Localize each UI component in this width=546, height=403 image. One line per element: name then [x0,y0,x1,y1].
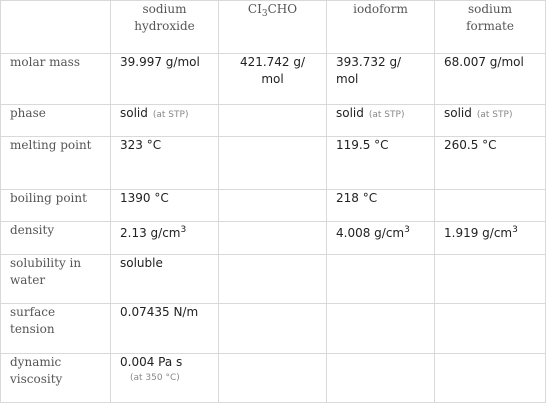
density-exponent: 3 [180,225,187,235]
molar-mass-sodium-formate: 68.007 g/mol [435,54,546,105]
surface-tension-iodoform [327,304,435,354]
density-exponent: 3 [512,225,518,235]
row-label-density: density [1,222,111,255]
table-row-melting-point [1,137,546,190]
row-label-surface-tension: surface tension [1,304,111,354]
molar-mass-chloral: 421.742 g/ mol [219,54,327,105]
density-sodium-hydroxide [111,222,219,255]
density-value: 2.13 g/cm [120,226,181,240]
density-chloral [219,222,327,255]
row-label-solubility: solubility in water [1,255,111,304]
boiling-point-sodium-hydroxide: 1390 °C [111,190,219,222]
row-label-melting-point: melting point [1,137,111,190]
header-row [1,1,546,54]
corner-cell [1,1,111,54]
molar-mass-iodoform: 393.732 g/ mol [327,54,435,105]
solubility-iodoform [327,255,435,304]
density-value: 4.008 g/cm [336,226,405,240]
boiling-point-sodium-formate [435,190,546,222]
phase-note: (at STP) [152,110,189,120]
table-row-solubility [1,255,546,304]
phase-note: (at STP) [368,110,405,120]
column-header-sodium-formate: sodium formate [435,1,546,54]
density-iodoform [327,222,435,255]
viscosity-sodium-hydroxide [111,354,219,403]
solubility-chloral [219,255,327,304]
solubility-sodium-hydroxide: soluble [111,255,219,304]
row-label-boiling-point: boiling point [1,190,111,222]
table-row-phase [1,105,546,137]
molar-mass-sodium-hydroxide: 39.997 g/mol [111,54,219,105]
phase-sodium-hydroxide [111,105,219,137]
column-header-chloral [219,1,327,54]
viscosity-sodium-formate [435,354,546,403]
viscosity-value: 0.004 Pa s [120,355,183,369]
boiling-point-chloral [219,190,327,222]
boiling-point-iodoform: 218 °C [327,190,435,222]
phase-value: solid [336,106,364,120]
melting-point-sodium-formate: 260.5 °C [435,137,546,190]
solubility-sodium-formate [435,255,546,304]
chloral-formula-prefix: CI [247,2,262,16]
viscosity-chloral [219,354,327,403]
melting-point-chloral [219,137,327,190]
table-row-density [1,222,546,255]
chloral-formula-subscript: 3 [261,9,268,19]
phase-sodium-formate [435,105,546,137]
phase-value: solid [120,106,148,120]
surface-tension-chloral [219,304,327,354]
density-exponent: 3 [404,225,410,235]
surface-tension-sodium-hydroxide: 0.07435 N/m [111,304,219,354]
surface-tension-sodium-formate [435,304,546,354]
density-sodium-formate [435,222,546,255]
phase-iodoform [327,105,435,137]
viscosity-note: (at 350 °C) [130,373,180,383]
phase-value: solid [444,106,472,120]
density-value: 1.919 g/cm [444,226,513,240]
melting-point-sodium-hydroxide: 323 °C [111,137,219,190]
table-row-molar-mass [1,54,546,105]
column-header-sodium-hydroxide: sodium hydroxide [111,1,219,54]
row-label-viscosity: dynamic viscosity [1,354,111,403]
table-row-boiling-point [1,190,546,222]
row-label-molar-mass: molar mass [1,54,111,105]
row-label-phase: phase [1,105,111,137]
chloral-formula-suffix: CHO [267,2,298,16]
column-header-iodoform: iodoform [327,1,435,54]
table-row-surface-tension [1,304,546,354]
phase-chloral [219,105,327,137]
phase-note: (at STP) [476,110,513,120]
viscosity-iodoform [327,354,435,403]
melting-point-iodoform: 119.5 °C [327,137,435,190]
table-row-viscosity [1,354,546,403]
